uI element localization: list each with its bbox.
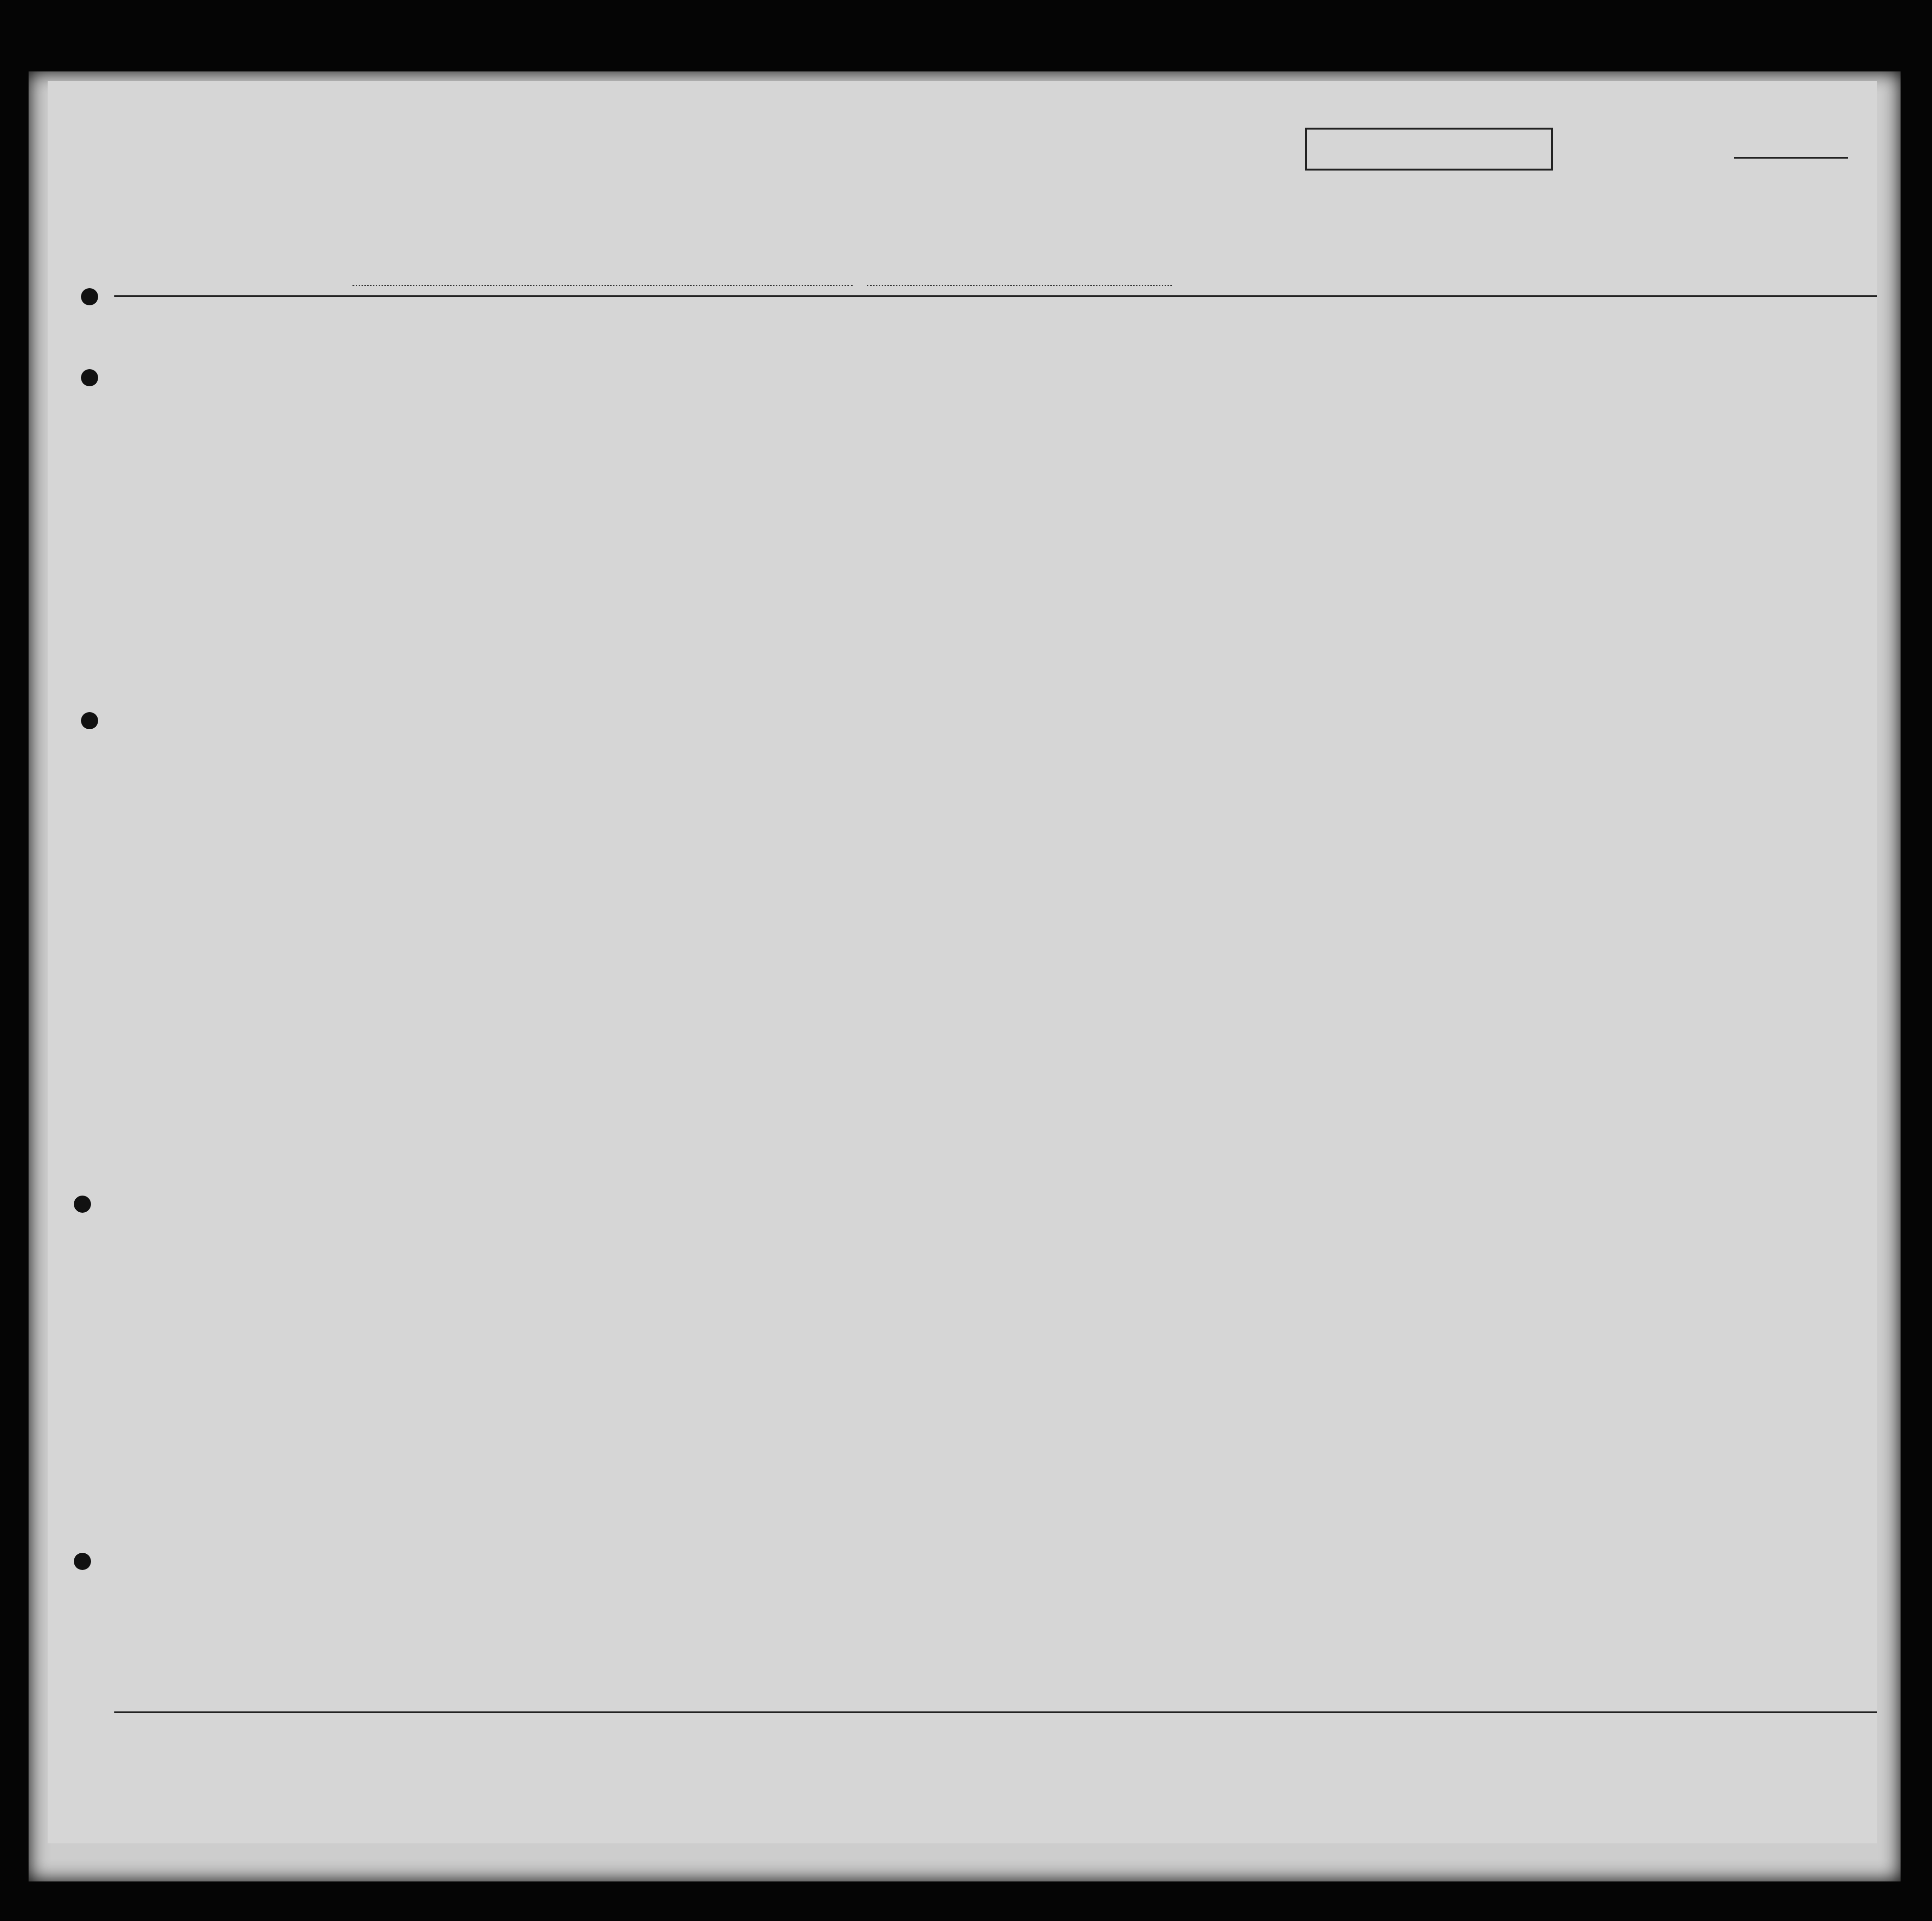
port-underline (352, 285, 853, 286)
list-underline (1734, 157, 1848, 159)
punch-hole-icon (81, 369, 98, 386)
manifest-table (114, 295, 1877, 1713)
punch-hole-icon (74, 1196, 91, 1213)
punch-hole-icon (81, 712, 98, 729)
reentry-stamp (1305, 128, 1553, 171)
punch-hole-icon (74, 1553, 91, 1570)
date-underline (867, 285, 1172, 286)
punch-hole-icon (81, 288, 98, 305)
